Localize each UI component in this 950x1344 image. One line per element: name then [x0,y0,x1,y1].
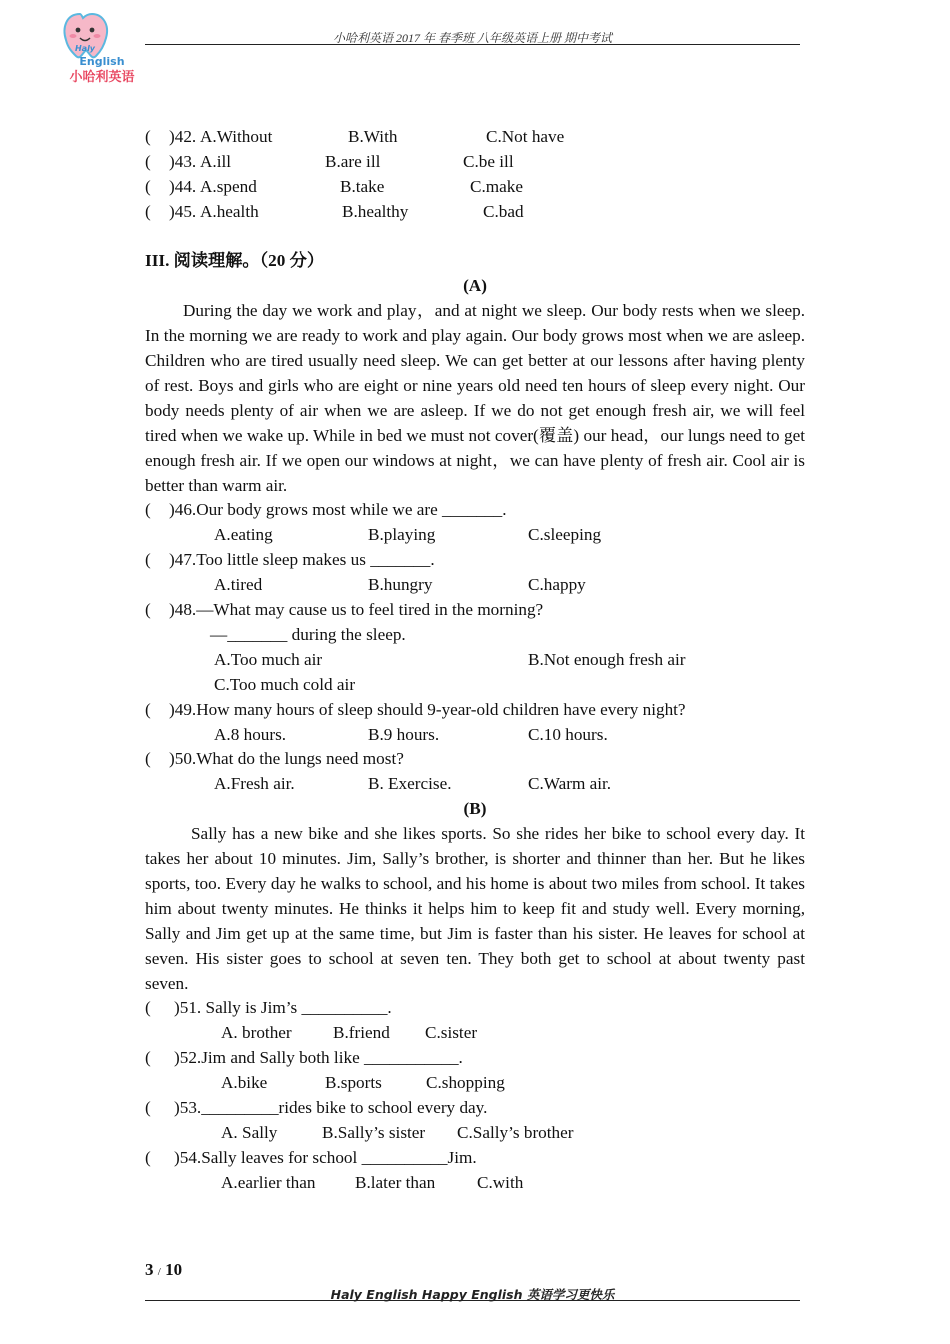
question-52 [145,1046,805,1071]
option-b: B.With [348,127,398,146]
answer-bracket: ( [145,1097,151,1117]
question-text: )48.—What may cause us to feel tired in the morning? [169,600,544,620]
question-49-options [145,723,805,748]
option-a: A.Too much air [214,649,323,669]
question-text: )47.Too little sleep makes us _______. [169,550,435,570]
section-title: III. 阅读理解。（20 分） [145,251,325,271]
question-text: )51. Sally is Jim’s __________. [174,998,392,1018]
footer-title: Haly English Happy English 英语学习更快乐 [330,1287,615,1302]
option-a: A. Sally [221,1122,278,1142]
logo-text-english: English [79,55,125,68]
question-42 [145,125,805,150]
question-text: )49.How many hours of sleep should 9-year-old children have every night? [169,699,686,719]
option-a: A.spend [200,176,257,196]
page-number [145,1260,182,1280]
option-a: A. brother [221,1023,292,1043]
question-46-options [145,523,805,548]
question-text: )46.Our body grows most while we are _______. [169,500,507,520]
option-b: B.healthy [342,201,409,221]
answer-bracket: ( [145,600,151,620]
logo-text-haly: Haly [74,44,96,53]
question-48 [145,598,805,623]
answer-bracket: ( [145,500,151,520]
option-c: C.Not have [486,127,565,146]
question-47 [145,548,805,573]
question-48-answer-line [145,623,805,648]
answer-bracket: ( [145,151,151,171]
option-a: A.bike [221,1073,268,1093]
option-a: A.health [200,201,259,221]
answer-bracket: ( [145,201,151,221]
answer-bracket: ( [145,699,151,719]
question-51 [145,996,805,1021]
option-c: C.sister [425,1023,478,1043]
exam-content [145,125,805,1196]
question-48-options-ab [145,648,805,673]
question-text: )54.Sally leaves for school __________Jim. [174,1147,477,1167]
passage-a-label: (A) [463,276,487,296]
answer-line: —_______ during the sleep. [210,624,406,644]
question-48-options-c [145,673,805,698]
answer-bracket: ( [145,1048,151,1068]
answer-bracket: ( [145,998,151,1018]
passage-b-label: (B) [463,799,487,819]
current-page: 3 [145,1260,154,1279]
option-c: C.10 hours. [528,724,608,744]
option-c: C.be ill [463,151,514,171]
answer-bracket: ( [145,749,151,769]
option-c: C.happy [528,575,586,595]
logo-text-cn: 小哈利英语 [69,70,135,85]
option-b: B.Sally’s sister [322,1122,426,1142]
question-44 [145,175,805,200]
question-number: )42. [169,127,197,146]
option-c: C.Too much cold air [214,674,356,694]
question-number: )44. [169,176,197,196]
header-rule [145,44,800,45]
option-c: C.make [470,176,523,196]
option-b: B.later than [355,1172,436,1192]
question-text: )52.Jim and Sally both like ___________. [174,1048,463,1068]
question-50 [145,747,805,772]
question-50-options [145,772,805,797]
answer-bracket: ( [145,550,151,570]
option-c: C.sleeping [528,525,602,545]
option-c: C.Warm air. [528,774,612,794]
option-a: A.tired [214,575,263,595]
haly-english-logo [52,8,152,88]
question-text: )50.What do the lungs need most? [169,749,404,769]
question-49 [145,698,805,723]
question-47-options [145,573,805,598]
question-53-options [145,1121,805,1146]
option-b: B.sports [325,1073,382,1093]
option-b: B.playing [368,525,436,545]
option-b: B. Exercise. [368,774,452,794]
question-53 [145,1096,805,1121]
question-43 [145,150,805,175]
footer-rule [145,1300,800,1301]
question-number: )45. [169,201,197,221]
header-title: 小哈利英语 2017 年 春季班 八年级英语上册 期中考试 [332,31,612,45]
option-a: A.Without [200,127,273,146]
question-number: )43. [169,151,197,171]
option-c: C.Sally’s brother [457,1122,574,1142]
option-b: B.are ill [325,151,381,171]
page-slash: / [157,1266,161,1278]
question-text: )53._________rides bike to school every day. [174,1097,488,1117]
question-54 [145,1146,805,1171]
option-c: C.shopping [426,1073,505,1093]
total-pages: 10 [165,1260,183,1279]
option-b: B.9 hours. [368,724,440,744]
question-45 [145,200,805,225]
question-52-options [145,1071,805,1096]
question-46 [145,498,805,523]
option-a: A.earlier than [221,1172,316,1192]
option-a: A.8 hours. [214,724,287,744]
question-51-options [145,1021,805,1046]
passage-a: During the day we work and play，and at night we sleep. Our body rests when we sleep. In the morning we are ready to work and play again. Our body grows most when we are asleep. Children who are tired usually need sleep. We can get better at our lessons after having plenty of rest. Boys and girls who are eight or nine years old need ten hours of sleep every night. Our body needs plenty of air when we are asleep. If we do not get enough fresh air, we will feel tired when we wake up. While in bed we must not cover(覆盖) our head，our lungs need to get enough fresh air. If we open our windows at night，we can have plenty of fresh air. Cool air is better than warm air. [145,301,805,495]
answer-bracket: ( [145,1147,151,1167]
answer-bracket: ( [145,127,151,146]
passage-b: Sally has a new bike and she likes sports. So she rides her bike to school every day. It takes her about 10 minutes. Jim, Sally’s brother, is shorter and thinner than her. But he likes sports, too. Every day he walks to school, and his home is about two miles from school. It takes him about twenty minutes. He thinks it helps him to keep fit and study well. Every morning, Sally and Jim get up at the same time, but Jim is faster than his sister. He leaves for school at seven. His sister goes to school at seven ten. They both get to school at about twenty past seven. [145,824,805,993]
option-c: C.with [477,1172,524,1192]
option-b: B.hungry [368,575,433,595]
option-b: B.take [340,176,385,196]
option-b: B.friend [333,1023,390,1043]
option-a: A.Fresh air. [214,774,295,794]
option-a: A.ill [200,151,232,171]
answer-bracket: ( [145,176,151,196]
question-54-options [145,1171,805,1196]
option-a: A.eating [214,525,273,545]
option-b: B.Not enough fresh air [528,649,686,669]
option-c: C.bad [483,201,524,221]
